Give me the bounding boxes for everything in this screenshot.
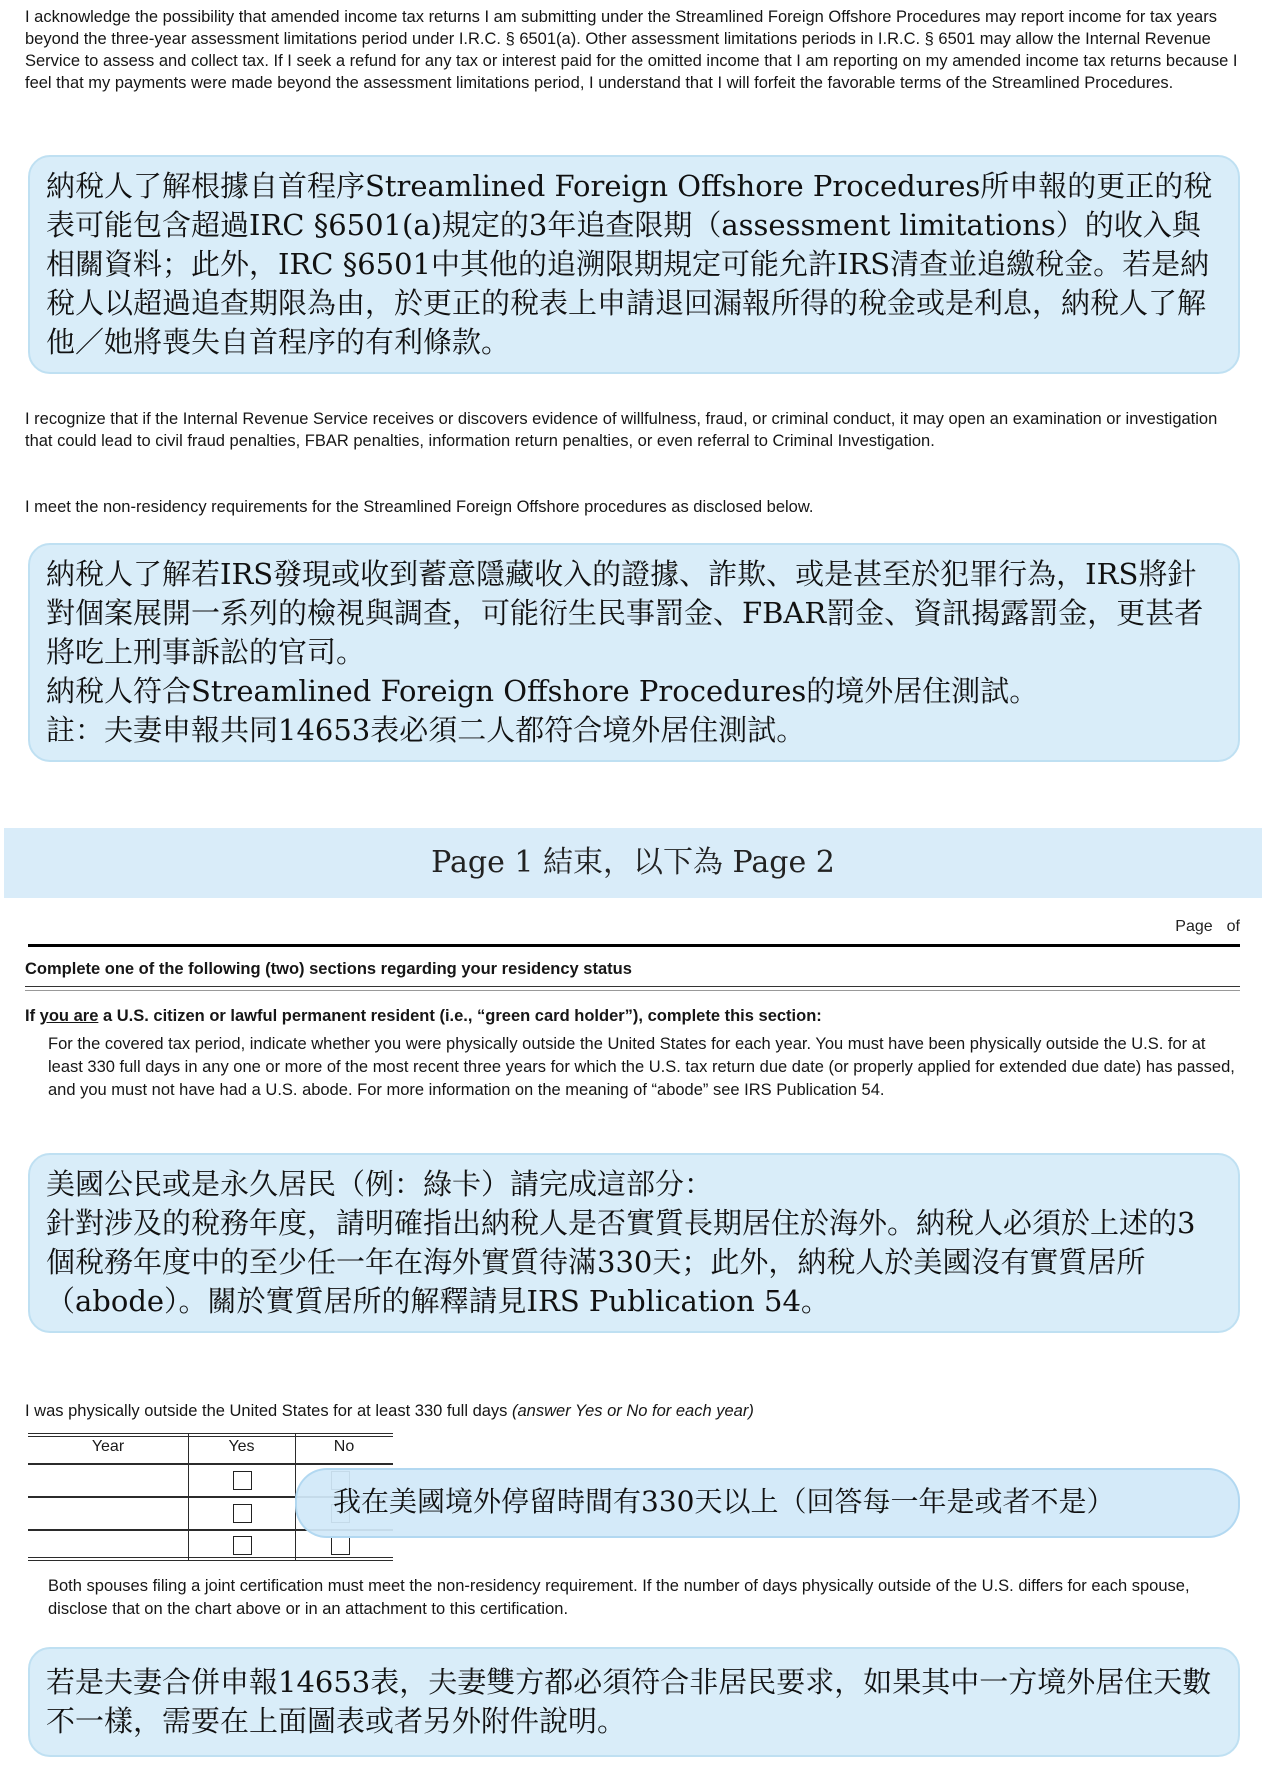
yes-checkbox-row2[interactable] <box>233 1504 252 1523</box>
chinese-paragraph: 美國公民或是永久居民（例：綠卡）請完成這部分： <box>46 1167 714 1201</box>
column-header-no: No <box>333 1438 355 1455</box>
chinese-translation-box-1 <box>28 155 1240 374</box>
page-label: Page <box>1175 918 1213 935</box>
chinese-paragraph: 註：夫妻申報共同14653表必須二人都符合境外居住測試。 <box>46 713 806 747</box>
double-divider-line <box>25 986 1240 991</box>
thick-divider-line <box>28 944 1240 947</box>
chinese-paragraph: 若是夫妻合併申報14653表，夫妻雙方都必須符合非居民要求，如果其中一方境外居住天數不一樣，需要在上面圖表或者另外附件說明。 <box>46 1665 1212 1738</box>
column-header-year: Year <box>91 1438 125 1455</box>
chinese-paragraph: 納稅人了解若IRS發現或收到蓄意隱藏收入的證據、詐欺、或是甚至於犯罪行為，IRS將針對個案展開一系列的檢視與調查，可能衍生民事罰金、FBAR罰金、資訊揭露罰金，更甚者將吃上刑事訴訟的官司。 <box>46 557 1204 669</box>
lead-prefix: If <box>25 1007 40 1025</box>
year-cell-row1[interactable] <box>30 1465 185 1495</box>
no-checkbox-row3[interactable] <box>331 1536 350 1555</box>
citizen-section-lead <box>25 1005 1247 1027</box>
year-cell-row2[interactable] <box>30 1498 185 1528</box>
of-label: of <box>1226 918 1240 935</box>
citizen-section-body: For the covered tax period, indicate whether you were physically outside the United States for each year. You must have been physically outside the U.S. for at least 330 full days in any one or more of the most recent three years for which the U.S. tax return due date (or properly applied for extended due date) has passed, and you must not have had a U.S. abode. For more information on the meaning of “abode” see IRS Publication 54. <box>48 1035 1235 1099</box>
acknowledge-paragraph: I acknowledge the possibility that amended income tax returns I am submitting under the Streamlined Foreign Offshore Procedures may report income for tax years beyond the three-year assessment limitations period under I.R.C. § 6501(a). Other assessment limitations periods in I.R.C. § 6501 may allow the Internal Revenue Service to assess and collect tax. If I seek a refund for any tax or interest paid for the omitted income that I am reporting on my amended income tax returns because I feel that my payments were made beyond the assessment limitations period, I understand that I will forfeit the favorable terms of the Streamlined Procedures. <box>25 8 1238 92</box>
chinese-translation-box-4 <box>28 1647 1240 1757</box>
column-header-yes: Yes <box>228 1438 255 1455</box>
lead-suffix: a U.S. citizen or lawful permanent resident (i.e., “green card holder”), complete this section: <box>98 1007 822 1025</box>
days-question-italic: (answer Yes or No for each year) <box>512 1402 754 1420</box>
year-cell-row3[interactable] <box>30 1531 185 1561</box>
chinese-translation-box-2 <box>28 543 1240 762</box>
section-header: Complete one of the following (two) sections regarding your residency status <box>25 960 632 978</box>
yes-checkbox-row3[interactable] <box>233 1536 252 1555</box>
table-top-line-outer <box>28 1433 393 1434</box>
page-break-banner: Page 1 結束，以下為 Page 2 <box>4 828 1262 898</box>
recognize-paragraph: I recognize that if the Internal Revenue Service receives or discovers evidence of willfulness, fraud, or criminal conduct, it may open an examination or investigation that could lead to civil fraud penalties, FBAR penalties, information return penalties, or even referral to Criminal Investigation. <box>25 410 1218 450</box>
chinese-paragraph: 針對涉及的稅務年度，請明確指出納稅人是否實質長期居住於海外。納稅人必須於上述的3個稅務年度中的至少任一年在海外實質待滿330天；此外，納稅人於美國沒有實質居所（abode）。關於實質居所的解釋請見IRS Publication 54。 <box>46 1206 1196 1318</box>
chinese-overlay-note: 我在美國境外停留時間有330天以上（回答每一年是或者不是） <box>295 1468 1240 1538</box>
days-question-text: I was physically outside the United States for at least 330 full days <box>25 1402 513 1420</box>
days-question <box>25 1400 1247 1422</box>
chinese-paragraph: 納稅人了解根據自首程序Streamlined Foreign Offshore Procedures所申報的更正的稅表可能包含超過IRC §6501(a)規定的3年追查限期（assessment limitations）的收入與相關資料；此外，IRC §6501中其他的追溯限期規定可能允許IRS清查並追繳稅金。若是納稅人以超過追查期限為由，於更正的稅表上申請退回漏報所得的稅金或是利息，納稅人了解他／她將喪失自首程序的有利條款。 <box>46 169 1213 359</box>
chinese-paragraph: 納稅人符合Streamlined Foreign Offshore Procedures的境外居住測試。 <box>46 674 1039 708</box>
non-residency-paragraph: I meet the non-residency requirements for the Streamlined Foreign Offshore procedures as disclosed below. <box>25 498 814 516</box>
yes-checkbox-row1[interactable] <box>233 1471 252 1490</box>
table-top-line-inner <box>28 1436 393 1437</box>
spouses-note: Both spouses filing a joint certification must meet the non-residency requirement. If the number of days physically outside of the U.S. differs for each spouse, disclose that on the chart above or in an attachment to this certification. <box>48 1577 1190 1618</box>
page-of-header <box>1161 918 1240 936</box>
lead-underlined: you are <box>39 1007 99 1025</box>
chinese-translation-box-3 <box>28 1153 1240 1333</box>
